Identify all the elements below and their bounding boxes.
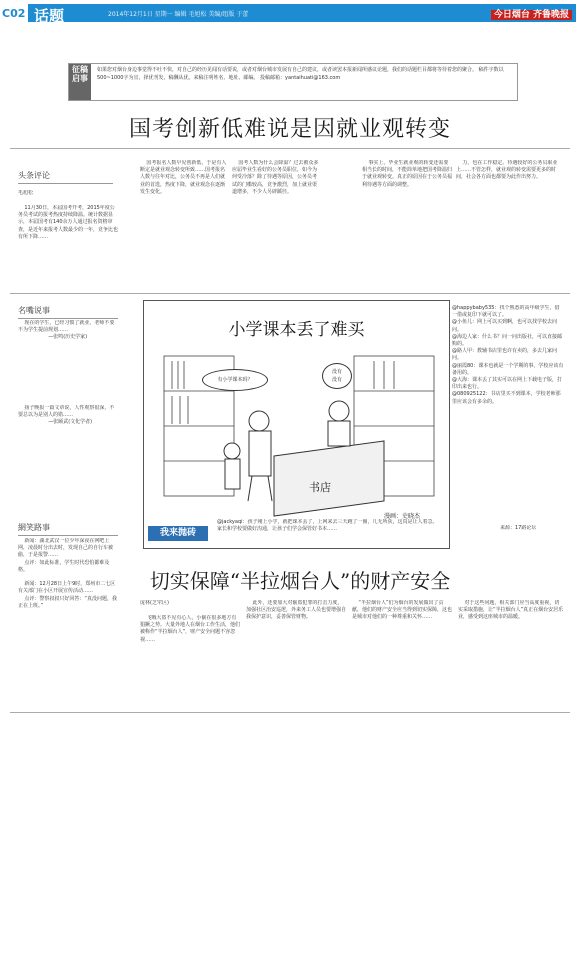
box-header: 名嘴说事 [18, 305, 118, 319]
notice-tag: 征稿启事 [69, 64, 91, 100]
parent-figure [248, 411, 272, 501]
article-col4: 事实上，毕业生就业观的转变还需要相当长的时间，不能简单地把国考降温归于就业观转变。真正的原因在于公务员福利待遇等方面的调整。 [362, 160, 452, 188]
comments-source: 来源：17路论坛 [500, 525, 537, 531]
quote-1: 现在的学生，已经习惯了就业，老师不要不为学生提前规划…… —张鸣(历史学家) [18, 320, 115, 341]
comic-title: 小学课本丢了难买 [228, 320, 365, 340]
comic-caption-label: 我来抛砖 [148, 526, 208, 541]
divider [10, 148, 570, 149]
headline-second: 切实保障“半拉烟台人”的财产安全 [149, 569, 451, 593]
date-line: 2014年12月1日 星期一 编辑 毛旭松 美编/组版 于蕾 [108, 11, 249, 18]
page-number: C02 [2, 7, 26, 20]
column-header: 头条评论 [18, 170, 113, 184]
speech-bubble-right: 没有 没有 [322, 363, 352, 389]
article-col5: 力，也在工作稳定、待遇较好的公务员职业上……不管怎样，就业观的转变需要更多的时间，社会各方面也都要为此作出努力。 [456, 160, 558, 181]
article2-col4: 对于这些问题，相关部门应当高度重视，切实采取措施，让“半拉烟台人”真正在烟台安居乐业，感受到这座城市的温暖。 [458, 600, 564, 621]
author-name: 毛旭松 [18, 190, 34, 196]
brand-text: 今日烟台 齐鲁晚报 [491, 10, 572, 20]
child-figure [224, 443, 240, 489]
article-col1: 11月30日，本届国考开考，2015年度公务员考试的报考热度持续降温。统计数据显示，本届国考有140余万人通过报名资格审查，是近年来报考人数最少的一年，竞争比也有所下降…… [18, 205, 118, 240]
store-sign: 书店 [309, 481, 331, 494]
comic-credit: 漫画：史晓杰 [384, 513, 421, 520]
article2-col2: 此外，还要加大对偷盗犯罪的打击力度，加强社区治安巡逻，外来务工人员也要增强自我保护意识，妥善保管财物。 [246, 600, 346, 621]
reader-comments: @happybaby535：找个熟悉的高年级学生，借一借或复印下就可以了。 @小鱼儿：网上可以买到啊，也可以找学校去问问。 @海边人家：什么书？问一问出版社，可以直接邮购的。 @路人甲：教辅书店里也许有卖的，多去几家问问。 @丽霞80：课本也就是一个学期的事，学校应该有备用的。 @大海：课本丢了其实可以在网上下载电子版，打印出来也行。 @080925122：书店里买不到课本，学校老师那里应该会有多余的。 [452, 305, 564, 405]
article-col2: 国考报名人数早见创新低，于是有人断定是就业观念转变所致……国考报名人数与往年对比，公务员不再是人们就业的首选，热度下降，就业观念在逐渐发生变化。 [140, 160, 227, 195]
submission-notice [68, 63, 518, 101]
article2-col3: “半拉烟台人”们为烟台的发展做出了贡献，他们的财产安全应当得到切实保障，这也是城市对他们的一种尊重和关怀…… [352, 600, 452, 621]
headline-main: 国考创新低难说是因就业观转变 [128, 117, 451, 142]
speech-bubble-left: 有小学课本吗？ [202, 369, 268, 391]
notice-text: 如果您对烟台身边事觉得不吐不快，对自己的经历见闻有话要说，或者对烟台城市发展有自己的建议，或者读罢本报新闻所感议论题，我们的话题栏目都将等待着您的聚合。 稿件字数以500~1000字为宜，择优刊发，稿酬从优。来稿注明姓名、地址、邮编。 投稿邮箱：yantaihuati@163.com [97, 67, 504, 81]
quote-2: 扬子晚报一篇文章说，人性观察很深，不要总以为是别人的错…… —张颐武(文化学者) [18, 405, 115, 426]
divider [10, 712, 570, 713]
page-header [0, 0, 580, 26]
box-header: 網笑路事 [18, 522, 118, 536]
comic-panel [143, 300, 450, 549]
article-col3: 国考人数为什么会降温？过去被众多应届毕业生看好的公务员职位，如今为何受冷落？除了待遇等原因，公务员考试的门槛较高，竞争激烈，加上就业渠道增多，不少人另辟蹊径。 [232, 160, 319, 195]
byline: 庞林(芝罘区) [140, 600, 169, 606]
clerk-figure [328, 401, 350, 446]
box-body: 新闻：湖北武汉一位少年深夜在网吧上网，凌晨时分出去时，发现自己的自行车被偷，于是报警…… 点评：如此标准，学生时代恐怕都难及格。 新闻：12月28日上午9时，郑州市二七区有关部门在小区开展宣传活动…… 点评：警察叔叔只好回答：“真没问题，我正在上班。” [18, 538, 117, 609]
divider [10, 293, 570, 294]
section-title: 话题 [34, 7, 65, 25]
brand-logo [487, 7, 572, 20]
comic-caption-text: @jackyaqi：孩子刚上小学，就把课本丢了，上网来去三天跑了一圈，几无所获，这真是让人着急。家长和学校要做好沟通，让孩子们学会保管好书本…… [217, 519, 438, 533]
article2-col1: 飞贼大盗不见有心人，小偷在很多地方有猖獗之势。大量外地人在烟台工作生活，他们被称作“半拉烟台人”，财产安全问题不容忽视…… [140, 615, 240, 643]
